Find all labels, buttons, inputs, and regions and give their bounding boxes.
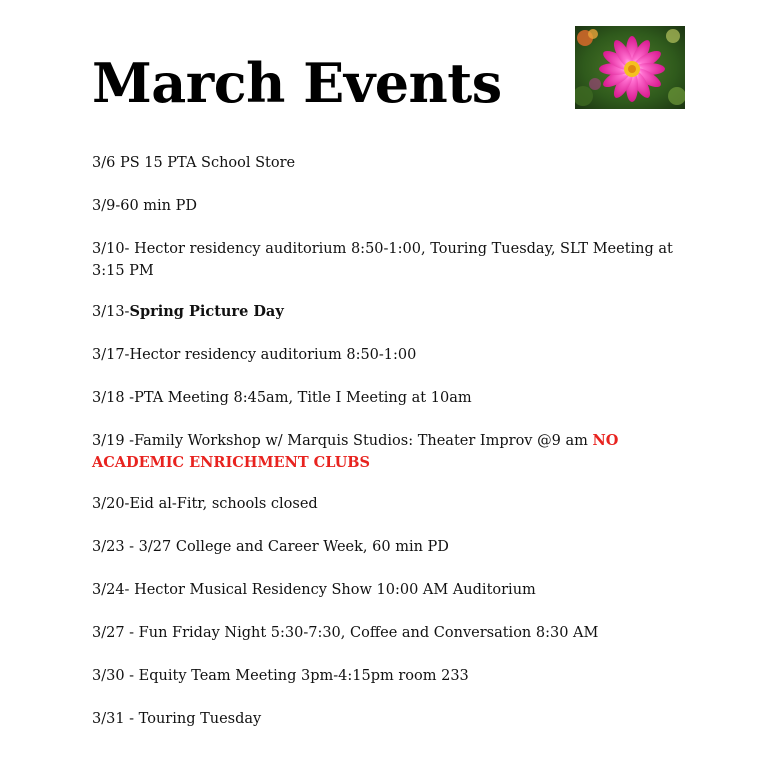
event-item <box>92 344 702 366</box>
event-text: 3/24- Hector Musical Residency Show 10:00 AM Auditorium <box>92 582 536 598</box>
event-text: 3/20-Eid al-Fitr, schools closed <box>92 496 318 512</box>
event-alert-text: NO ACADEMIC ENRICHMENT CLUBS <box>92 432 619 471</box>
event-item <box>92 579 702 601</box>
event-bold-text: Spring Picture Day <box>129 303 284 320</box>
event-item <box>92 493 702 515</box>
event-text: 3/19 -Family Workshop w/ Marquis Studios: Theater Improv @9 am <box>92 433 593 449</box>
event-item <box>92 387 702 409</box>
event-text: 3/23 - 3/27 College and Career Week, 60 min PD <box>92 539 449 555</box>
event-item <box>92 665 702 687</box>
event-text: 3/31 - Touring Tuesday <box>92 711 262 727</box>
event-item <box>92 430 702 474</box>
dahlia-flower-image <box>575 26 685 109</box>
event-text: 3/10- Hector residency auditorium 8:50-1:00, Touring Tuesday, SLT Meeting at 3:15 PM <box>92 241 673 279</box>
event-text: 3/30 - Equity Team Meeting 3pm-4:15pm room 233 <box>92 668 469 684</box>
page-title: March Events <box>92 51 502 115</box>
event-text: 3/6 PS 15 PTA School Store <box>92 155 296 171</box>
event-item <box>92 152 702 174</box>
event-item <box>92 238 702 282</box>
event-item <box>92 708 702 730</box>
event-item <box>92 301 702 323</box>
event-text: 3/17-Hector residency auditorium 8:50-1:00 <box>92 347 417 363</box>
event-item <box>92 622 702 644</box>
event-text: 3/9-60 min PD <box>92 198 198 214</box>
event-item <box>92 536 702 558</box>
event-prefix: 3/13- <box>92 304 130 320</box>
event-item <box>92 195 702 217</box>
event-text: 3/27 - Fun Friday Night 5:30-7:30, Coffee and Conversation 8:30 AM <box>92 625 599 641</box>
event-text: 3/18 -PTA Meeting 8:45am, Title I Meeting at 10am <box>92 390 472 406</box>
